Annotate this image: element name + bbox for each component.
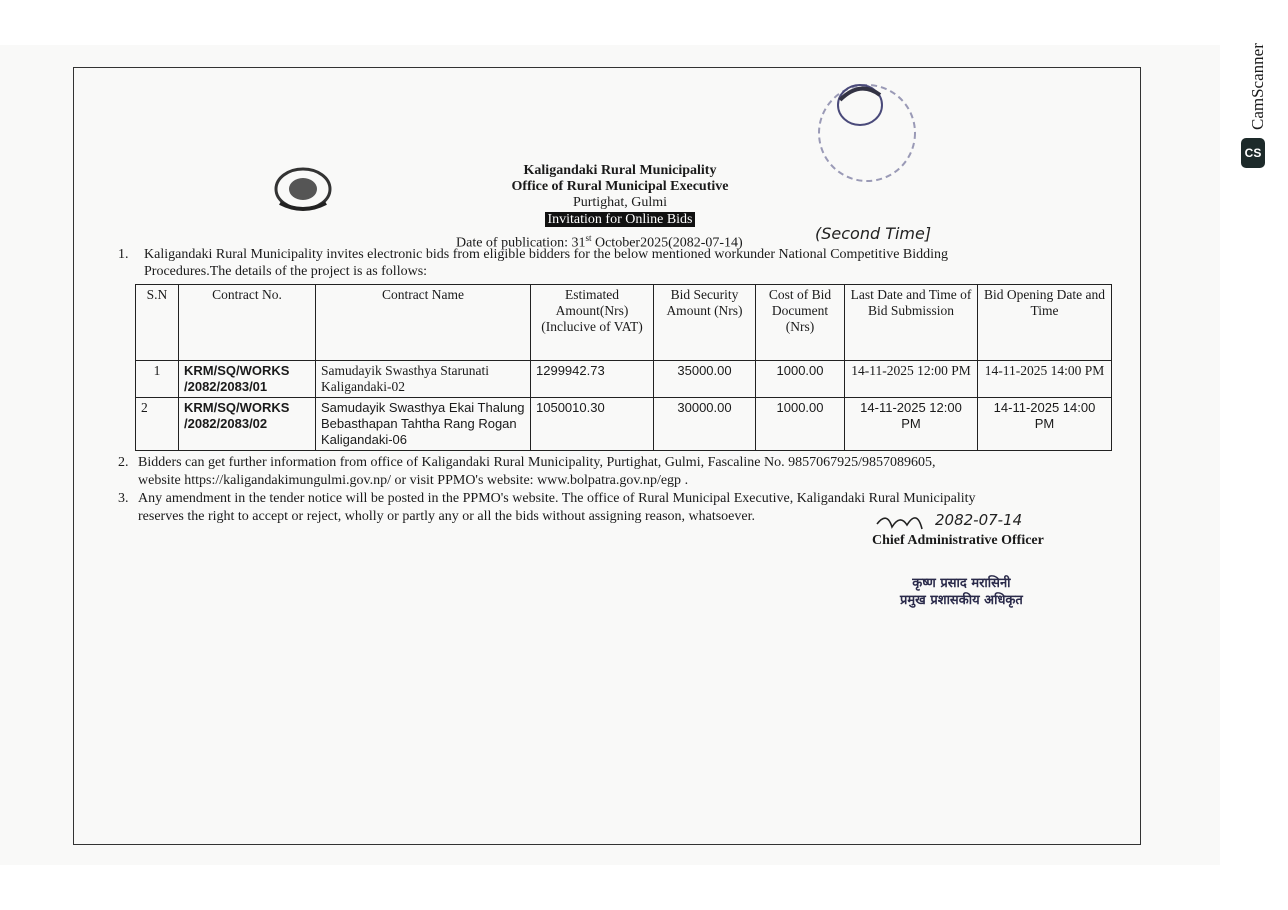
municipal-seal-icon [805, 75, 930, 195]
cell-cost: 1000.00 [756, 361, 845, 398]
signature-icon [872, 509, 930, 533]
para2-line1: Bidders can get further information from office of Kaligandaki Rural Municipality, Purtighat, Gulmi, Fascaline No. 9857067925/9857089605, [138, 455, 936, 470]
cell-sn: 1 [136, 361, 179, 398]
table-header-row [136, 285, 1112, 361]
ppmo-website-link[interactable]: www.bolpatra.gov.np/egp [537, 473, 682, 488]
cell-sn: 2 [136, 398, 179, 451]
cell-contract-name: Samudayik Swasthya Starunati Kaligandaki-02 [316, 361, 531, 398]
cell-cost: 1000.00 [756, 398, 845, 451]
header-sn: S.N [136, 285, 179, 361]
header-bid-security: Bid Security Amount (Nrs) [654, 285, 756, 361]
cell-estimated: 1299942.73 [531, 361, 654, 398]
cell-last-date: 14-11-2025 12:00 PM [845, 398, 978, 451]
cell-last-date: 14-11-2025 12:00 PM [845, 361, 978, 398]
cell-opening: 14-11-2025 14:00 PM [978, 398, 1112, 451]
stamp-role: प्रमुख प्रशासकीय अधिकृत [900, 593, 1023, 608]
header-opening: Bid Opening Date and Time [978, 285, 1112, 361]
cell-contract-name: Samudayik Swasthya Ekai Thalung Bebasthapan Tahtha Rang Rogan Kaligandaki-06 [316, 398, 531, 451]
para3-line1: Any amendment in the tender notice will be posted in the PPMO's website. The office of Rural Municipal Executive, Kaligandaki Rural Municipality [138, 491, 976, 506]
office-name: Office of Rural Municipal Executive [511, 179, 729, 194]
cell-bid-security: 30000.00 [654, 398, 756, 451]
header-last-date: Last Date and Time of Bid Submission [845, 285, 978, 361]
cell-contract-no: KRM/SQ/WORKS /2082/2083/02 [179, 398, 316, 451]
signatory-role: Chief Administrative Officer [872, 533, 1044, 548]
bid-table [135, 284, 1112, 451]
header-cost: Cost of Bid Document (Nrs) [756, 285, 845, 361]
para-number: 2. [118, 455, 129, 470]
para3-line2: reserves the right to accept or reject, wholly or partly any or all the bids without assigning reason, whatsoever. [138, 509, 755, 524]
handwritten-note: (Second Time] [815, 224, 932, 243]
cell-contract-no: KRM/SQ/WORKS /2082/2083/01 [179, 361, 316, 398]
address: Purtighat, Gulmi [572, 195, 668, 210]
table-row [136, 398, 1112, 451]
para-number: 3. [118, 491, 129, 506]
signature-date: 2082-07-14 [935, 511, 1023, 529]
para1-line2: Procedures.The details of the project is as follows: [144, 264, 428, 279]
para-number: 1. [118, 247, 129, 262]
cell-opening: 14-11-2025 14:00 PM [978, 361, 1112, 398]
government-emblem-icon [272, 165, 334, 213]
publication-date: Date of publication: 31st October2025(2082-07-14) [456, 233, 743, 251]
header-contract-no: Contract No. [179, 285, 316, 361]
header-estimated: Estimated Amount(Nrs) (Inclucive of VAT) [531, 285, 654, 361]
cell-bid-security: 35000.00 [654, 361, 756, 398]
municipality-website-link[interactable]: https://kaligandakimungulmi.gov.np/ [184, 473, 392, 488]
org-name: Kaligandaki Rural Municipality [523, 163, 717, 178]
header-contract-name: Contract Name [316, 285, 531, 361]
table-row [136, 361, 1112, 398]
para1-line1: Kaligandaki Rural Municipality invites electronic bids from eligible bidders for the below mentioned workunder National Competitive Bidding [144, 247, 949, 262]
para2-line2: website https://kaligandakimungulmi.gov.np/ or visit PPMO's website: www.bolpatra.gov.np/egp . [138, 473, 689, 488]
camscanner-logo-icon: CS [1241, 138, 1265, 168]
notice-title: Invitation for Online Bids [547, 212, 693, 227]
official-stamp [900, 575, 1023, 609]
camscanner-watermark: CamScanner [1248, 43, 1267, 130]
cell-estimated: 1050010.30 [531, 398, 654, 451]
stamp-name: कृष्ण प्रसाद मरासिनी [912, 576, 1011, 591]
